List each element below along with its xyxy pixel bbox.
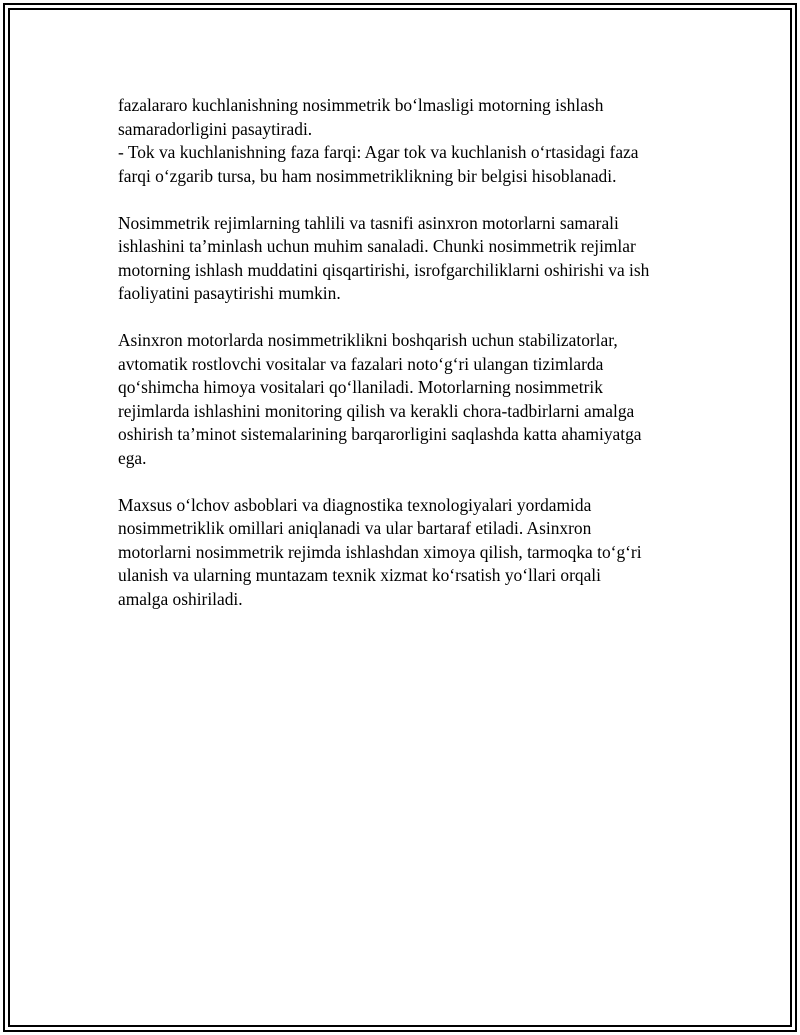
text-line: qo‘shimcha himoya vositalari qo‘llaniladi. Motorlarning nosimmetrik bbox=[118, 377, 603, 397]
text-line: ishlashini ta’minlash uchun muhim sanaladi. Chunki nosimmetrik rejimlar bbox=[118, 236, 636, 256]
text-line: faoliyatini pasaytirishi mumkin. bbox=[118, 283, 341, 303]
text-line: nosimmetriklik omillari aniqlanadi va ular bartaraf etiladi. Asinxron bbox=[118, 518, 592, 538]
paragraph-4 bbox=[118, 494, 708, 612]
paragraph-3 bbox=[118, 329, 708, 470]
text-line: Nosimmetrik rejimlarning tahlili va tasnifi asinxron motorlarni samarali bbox=[118, 212, 619, 233]
text-line: - Tok va kuchlanishning faza farqi: Agar tok va kuchlanish o‘rtasidagi faza bbox=[118, 142, 639, 162]
text-line: farqi o‘zgarib tursa, bu ham nosimmetriklikning bir belgisi hisoblanadi. bbox=[118, 165, 617, 186]
text-line: rejimlarda ishlashini monitoring qilish va kerakli chora-tadbirlarni amalga bbox=[118, 400, 635, 421]
text-line: fazalararo kuchlanishning nosimmetrik bo‘lmasligi motorning ishlash bbox=[118, 95, 604, 115]
text-line: oshirish ta’minot sistemalarining barqarorligini saqlashda katta ahamiyatga bbox=[118, 424, 642, 444]
text-line: motorlarni nosimmetrik rejimda ishlashdan ximoya qilish, tarmoqka to‘g‘ri bbox=[118, 541, 642, 562]
paragraph-2 bbox=[118, 212, 708, 306]
text-line: avtomatik rostlovchi vositalar va fazalari noto‘g‘ri ulangan tizimlarda bbox=[118, 353, 604, 374]
document-body bbox=[118, 94, 708, 635]
text-line: ulanish va ularning muntazam texnik xizmat ko‘rsatish yo‘llari orqali bbox=[118, 565, 601, 585]
text-line: samaradorligini pasaytiradi. bbox=[118, 118, 313, 139]
text-line: amalga oshiriladi. bbox=[118, 588, 243, 609]
text-line: Asinxron motorlarda nosimmetriklikni boshqarish uchun stabilizatorlar, bbox=[118, 330, 618, 350]
paragraph-1 bbox=[118, 94, 708, 188]
text-line: ega. bbox=[118, 447, 147, 468]
text-line: motorning ishlash muddatini qisqartirishi, isrofgarchiliklarni oshirishi va ish bbox=[118, 259, 650, 280]
text-line: Maxsus o‘lchov asboblari va diagnostika texnologiyalari yordamida bbox=[118, 494, 592, 515]
